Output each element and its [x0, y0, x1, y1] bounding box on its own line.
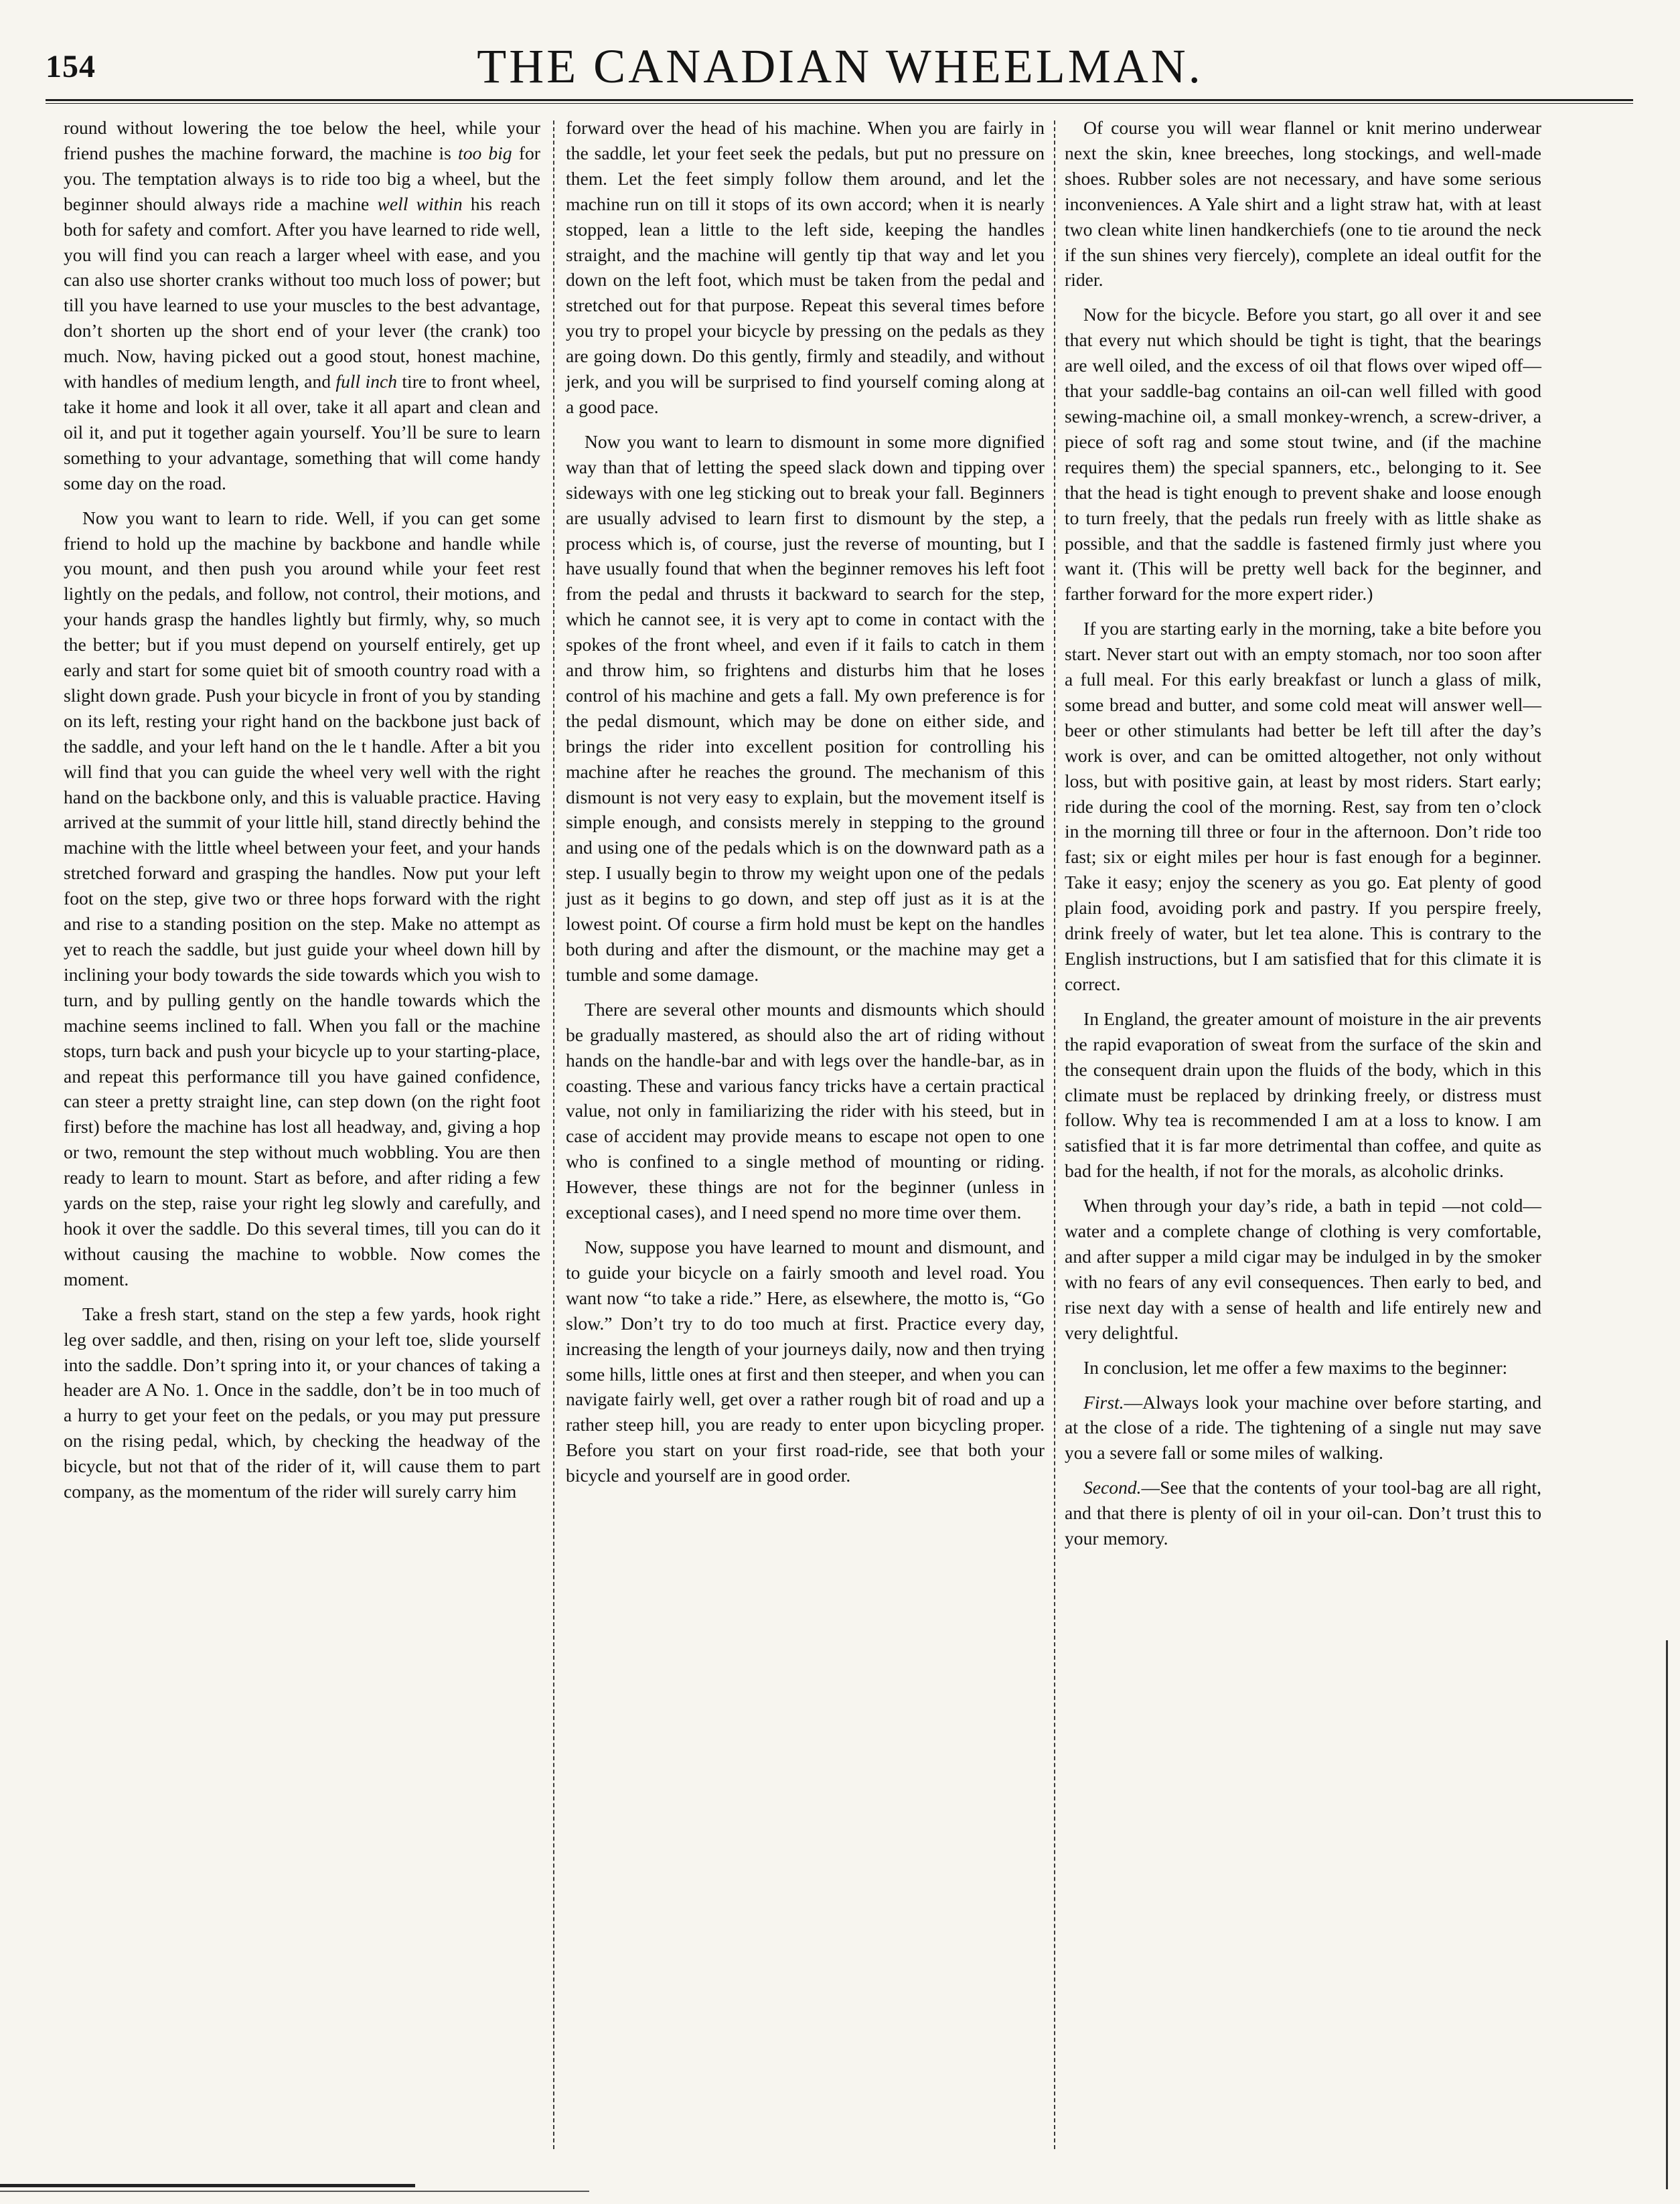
paragraph: Now for the bicycle. Before you start, go all over it and see that every nut which should be tight is tight, that the bearings are well oiled, and the excess of oil that flows over wiped off—that your saddle-bag contains an oil-can well filled with good sewing-machine oil, a small monkey-wrench, a screw-driver, a piece of soft rag and some stout twine, and (if the machine requires them) the special spanners, etc., belonging to it. See that the head is tight enough to prevent shake and loose enough to turn freely, that the pedals run freely with as little shake as possible, and that the saddle is fastened firmly just where you want it. (This will be pretty well back for the beginner, and farther forward for the more expert rider.) [1065, 304, 1541, 605]
column-1 [64, 115, 540, 1504]
paragraph: In England, the greater amount of moisture in the air prevents the rapid evaporation of sweat from the surface of the skin and the consequent drain upon the fluids of the body, which in this climate must be replaced by drinking freely, or distress must follow. Why tea is recommended I am at a loss to know. I am satisfied that it is far more detrimental than coffee, and quite as bad for the health, if not for the morals, as alcoholic drinks. [1065, 1008, 1541, 1182]
paragraph: If you are starting early in the morning, take a bite before you start. Never start out with an empty stomach, nor too soon after a full meal. For this early breakfast or lunch a glass of milk, some bread and butter, and some cold meat will answer well—beer or other stimulants had better be left till after the day’s work is over, and can be omitted altogether, not only without loss, but with positive gain, at least by most riders. Start early; ride during the cool of the morning. Rest, say from ten o’clock in the morning till three or four in the afternoon. Don’t ride too fast; six or eight miles per hour is fast enough for a beginner. Take it easy; enjoy the scenery as you go. Eat plenty of good plain food, avoiding pork and pastry. If you perspire freely, drink freely of water, but let tea alone. This is contrary to the English instructions, but I am satisfied that for this climate it is correct. [1065, 618, 1541, 994]
paragraph: Now you want to learn to dismount in some more dignified way than that of letting the speed slack down and tipping over sideways with one leg sticking out to break your fall. Beginners are usually advised to learn first to dismount by the step, a process which is, of course, just the reverse of mounting, but I have usually found that when the beginner removes his left foot from the pedal and thrusts it backward to search for the step, which he cannot see, it is very apt to come in contact with the spokes of the front wheel, and even if it fails to catch in them and throw him, so frightens and disturbs him that he loses control of his machine and gets a fall. My own preference is for the pedal dismount, which may be done on either side, and brings the rider into excellent position for controlling his machine after he reaches the ground. The mechanism of this dismount is not very easy to explain, but the movement itself is simple enough, and consists merely in stepping to the ground and using one of the pedals which is on the downward path as a step. I usually begin to throw my weight upon one of the pedals just as it begins to go down, and step off just as it is at the lowest point. Of course a firm hold must be kept on the handles both during and after the dismount, or the machine may get a tumble and some damage. [566, 430, 1045, 985]
column-2 [566, 115, 1045, 1488]
paragraph: Of course you will wear flannel or knit merino underwear next the skin, knee breeches, long stockings, and well-made shoes. Rubber soles are not necessary, and have some serious inconveniences. A Yale shirt and a light straw hat, with at least two clean white linen handkerchiefs (one to tie around the neck if the sun shines very fiercely), complete an ideal outfit for the rider. [1065, 117, 1541, 291]
bottom-rule-thin [0, 2191, 589, 2192]
page-number: 154 [46, 49, 96, 84]
masthead-title: THE CANADIAN WHEELMAN. [477, 40, 1203, 93]
column-divider-1 [553, 121, 554, 2149]
paragraph: Now, suppose you have learned to mount and dismount, and to guide your bicycle on a fairly smooth and level road. You want now “to take a ride.” Here, as elsewhere, the motto is, “Go slow.” Don’t try to do too much at first. Practice every day, increasing the length of your journeys daily, now and then trying some hills, little ones at first and then steeper, and when you can navigate fairly well, get over a rather rough bit of road and up a rather steep hill, you are ready to enter upon bicycling proper. Before you start on your first road-ride, see that both your bicycle and yourself are in good order. [566, 1236, 1045, 1486]
paragraph: Second.—See that the contents of your tool-bag are all right, and that there is plenty of oil in your oil-can. Don’t trust this to your memory. [1065, 1477, 1541, 1549]
paragraph: First.—Always look your machine over before starting, and at the close of a ride. The tightening of a single nut may save you a severe fall or some miles of walking. [1065, 1391, 1541, 1464]
paragraph: When through your day’s ride, a bath in tepid —not cold—water and a complete change of clothing is very comfortable, and after supper a mild cigar may be indulged in by the smoker with no fears of any evil consequences. Then early to bed, and rise next day with a sense of health and life entirely new and very delightful. [1065, 1195, 1541, 1343]
paragraph: forward over the head of his machine. When you are fairly in the saddle, let your feet seek the pedals, but put no pressure on them. Let the feet simply follow them around, and let the machine run on till it stops of its own accord; when it is nearly stopped, lean a little to the left side, keeping the handles straight, and the machine will gently tip that way and let you down on the left foot, which must be taken from the pedal and stretched out for that purpose. Repeat this several times before you try to propel your bicycle by pressing on the pedals as they are going down. Do this gently, firmly and steadily, and without jerk, and you will be surprised to find yourself coming along at a good pace. [566, 117, 1045, 417]
paragraph: There are several other mounts and dismounts which should be gradually mastered, as should also the art of riding without hands on the handle-bar and with legs over the handle-bar, as in coasting. These and various fancy tricks have a certain practical value, not only in familiarizing the rider with his steed, but in case of accident may provide means to escape not open to one who is confined to a single method of mounting or riding. However, these things are not for the beginner (unless in exceptional cases), and I need spend no more time over them. [566, 998, 1045, 1223]
paragraph: round without lowering the toe below the heel, while your friend pushes the machine forward, the machine is too big for you. The temptation always is to ride too big a wheel, but the beginner should always ride a machine well within his reach both for safety and comfort. After you have learned to ride well, you will find you can reach a larger wheel with ease, and you can also use shorter cranks without too much loss of power; but till you have learned to use your muscles to the best advantage, don’t shorten up the short end of your lever (the crank) too much. Now, having picked out a good stout, honest machine, with handles of medium length, and full inch tire to front wheel, take it home and look it all over, take it all apart and clean and oil it, and put it together again yourself. You’ll be sure to learn something to your advantage, something that will come handy some day on the road. [64, 117, 541, 493]
page-edge-mark [1666, 1640, 1668, 2189]
paragraph: Now you want to learn to ride. Well, if you can get some friend to hold up the machine by backbone and handle while you mount, and then push you around while your feet rest lightly on the pedals, and follow, not control, their motions, and your hands grasp the handles lightly but firmly, why, so much the better; but if you must depend on yourself entirely, get up early and start for some quiet bit of smooth country road with a slight down grade. Push your bicycle in front of you by standing on its left, resting your right hand on the backbone just back of the saddle, and your left hand on the le t handle. After a bit you will find that you can guide the wheel very well with the right hand on the backbone only, and this is valuable practice. Having arrived at the summit of your little hill, stand directly behind the machine with the little wheel between your feet, and your hands stretched forward and grasping the handles. Now put your left foot on the step, give two or three hops forward with the right and rise to a standing position on the step. Make no attempt as yet to reach the saddle, but just guide your wheel down hill by inclining your body towards the side towards which you wish to turn, and by pulling gently on the handle towards which the machine seems inclined to fall. When you fall or the machine stops, turn back and push your bicycle up to your starting-place, and repeat this performance till you have gained confidence, can steer a pretty straight line, can step down (on the right foot first) before the machine has lost all headway, and, giving a hop or two, remount the step without much wobbling. You are then ready to learn to mount. Start as before, and after riding a few yards on the step, raise your right leg slowly and carefully, and hook it over the saddle. Do this several times, till you can do it without causing the machine to wobble. Now comes the moment. [64, 507, 540, 1289]
masthead-rule [46, 99, 1633, 104]
paragraph: In conclusion, let me offer a few maxims to the beginner: [1083, 1356, 1508, 1378]
paragraph: Take a fresh start, stand on the step a few yards, hook right leg over saddle, and then, rising on your left toe, slide yourself into the saddle. Don’t spring into it, or your chances of taking a header are A No. 1. Once in the saddle, don’t be in too much of a hurry to get your feet on the pedals, or you may put pressure on the rising pedal, which, by checking the headway of the bicycle, but not that of the rider of it, will cause them to part company, as the momentum of the rider will surely carry him [64, 1303, 540, 1502]
column-3 [1065, 115, 1541, 1551]
bottom-rule [0, 2184, 415, 2187]
column-divider-2 [1054, 121, 1055, 2149]
